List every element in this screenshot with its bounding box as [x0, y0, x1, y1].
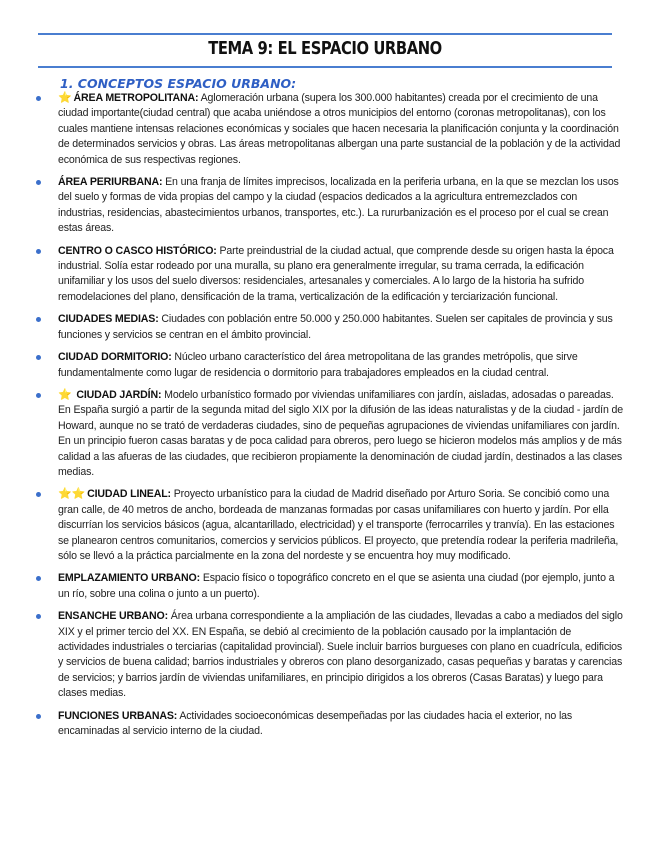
concept-item: [34, 609, 624, 701]
concept-term: CIUDAD JARDÍN:: [73, 388, 162, 401]
concept-item: [34, 175, 624, 237]
page-title: TEMA 9: EL ESPACIO URBANO: [208, 38, 442, 59]
bullet-icon: [36, 393, 41, 398]
concept-term: ÁREA PERIURBANA:: [58, 176, 163, 189]
concept-definition: Espacio físico o topográfico concreto en el que se asienta una ciudad (por ejemplo, junto a un río, sobre una colina o junto a un puerto).: [58, 572, 615, 600]
bullet-icon: [36, 355, 41, 360]
concept-definition: Área urbana correspondiente a la ampliación de las ciudades, llevadas a cabo a mediados del siglo XIX y el primer tercio del XX. EN España, se debió al crecimiento de la población causado por la implantación de actividades industriales o terciarias (capitalidad provincial). Suele incluir barrios burgueses con plano en cuadrícula, edificios y servicios de buena calidad; barrios industriales y obreros con plano desorganizado, casas pequeñas y baratas y carencias de servicios; y barrios jardín de viviendas unifamiliares, en principio dirigidos a los obreros (Casas Baratas) y luego para clases medias.: [58, 610, 623, 700]
concept-item: [34, 487, 624, 564]
concept-item: [34, 709, 624, 740]
concept-term: CENTRO O CASCO HISTÓRICO:: [58, 244, 217, 257]
concept-definition: Actividades socioeconómicas desempeñadas por las ciudades hacia el exterior, no las encaminadas al servicio interno de la ciudad.: [58, 709, 573, 738]
concept-definition: Modelo urbanístico formado por viviendas unifamiliares con jardín, aisladas, adosadas o pareadas. En España surgió a partir de la segunda mitad del siglo XIX por la difusión de las ideas naturalistas y de la ciudad - jardín de Howard, aunque no se trató de verdaderas ciudades, sino de pequeñas agrupaciones de viviendas unifamiliares con jardín. En un principio fueron casas baratas y de poca calidad para obreros, pero luego se hicieron modelos más amplios y de más calidad a las afueras de las ciudades, que recibieron propiamente la denominación de ciudad jardín, destinados a las clases medias.: [58, 388, 623, 478]
concept-term: EMPLAZAMIENTO URBANO:: [58, 572, 201, 585]
bullet-icon: [36, 249, 41, 254]
concept-definition: Ciudades con población entre 50.000 y 250.000 habitantes. Suelen ser capitales de provincia y sus funciones y servicios se centran en el ámbito provincial.: [58, 313, 613, 341]
bullet-icon: [36, 317, 41, 322]
title-rule-top: [38, 33, 612, 35]
concept-term: CIUDADES MEDIAS:: [58, 313, 159, 326]
concept-definition: Parte preindustrial de la ciudad actual, que comprende desde su origen hasta la época industrial. Solía estar rodeado por una muralla, su plano era generalmente irregular, su trama cerrada, la edificación unifamiliar y los usos del suelo diversos: residenciales, artesanales y comerciales. A lo largo de la historia ha sufrido remodelaciones del plano, densificación de la trama, verticalización de la edificación y terciarización funcional.: [58, 244, 614, 303]
concept-definition: Aglomeración urbana (supera los 300.000 habitantes) creada por el crecimiento de una ciudad importante(ciudad central) que acaba uniéndose a otros municipios del entorno (coronas metropolitanas), con los cuales mantiene intensas relaciones económicas y sociales que hacen necesaria la planificación conjunta y la coordinación de determinados servicios y obras. Las áreas metropolitanas albergan una parte sustancial de la población y de la actividad económica de sus respectivas regiones.: [58, 92, 621, 166]
concept-item: [34, 571, 624, 602]
concept-definition: En una franja de límites imprecisos, localizada en la periferia urbana, en la que se mezclan los usos del suelo y formas de vida propias del campo y la ciudad (espacios dedicados a la agricultura entremezclados con industrias, residencias, abastecimientos urbanos, transportes, etc.). La rururbanización es el proceso por el cual se crean estas áreas.: [58, 176, 619, 235]
title-rule-bottom: [38, 66, 612, 68]
star-icon: ⭐: [58, 92, 72, 104]
star-icon: ⭐: [58, 388, 72, 401]
concept-term: ÁREA METROPOLITANA:: [73, 92, 199, 104]
concept-term: ENSANCHE URBANO:: [58, 610, 169, 623]
concept-item: [34, 244, 624, 306]
concept-item: [34, 350, 624, 381]
section-heading: 1. CONCEPTOS ESPACIO URBANO:: [60, 76, 297, 91]
concept-list: [34, 91, 624, 746]
concept-item: [34, 91, 624, 168]
bullet-icon: [36, 614, 41, 619]
bullet-icon: [36, 492, 41, 497]
concept-term: FUNCIONES URBANAS:: [58, 709, 178, 722]
concept-item: [34, 312, 624, 343]
concept-definition: Proyecto urbanístico para la ciudad de Madrid diseñado por Arturo Soria. Se concibió como una gran calle, de 40 metros de ancho, bordeada de manzanas formadas por casas unifamiliares con huerto y jardín. Por ella discurrían los servicios básicos (agua, alcantarillado, electricidad) y el transporte (ferrocarriles y tranvía). En las estaciones se planearon centros comunitarios, comercios y servicios públicos. El proyecto, que pretendía rodear la periferia madrileña, sólo se llevó a la práctica parcialmente en la zona del nordeste y se encuentra hoy muy modificado.: [58, 488, 619, 562]
concept-item: [34, 388, 624, 480]
concept-term: CIUDAD LINEAL:: [87, 488, 171, 501]
bullet-icon: [36, 96, 41, 101]
bullet-icon: [36, 576, 41, 581]
bullet-icon: [36, 180, 41, 185]
bullet-icon: [36, 714, 41, 719]
concept-definition: Núcleo urbano característico del área metropolitana de las grandes metrópolis, que sirve fundamentalmente como lugar de residencia o dormitorio para trabajadores empleados en la ciudad central.: [58, 351, 578, 379]
concept-term: CIUDAD DORMITORIO:: [58, 351, 172, 364]
star-icon: ⭐⭐: [58, 488, 86, 501]
